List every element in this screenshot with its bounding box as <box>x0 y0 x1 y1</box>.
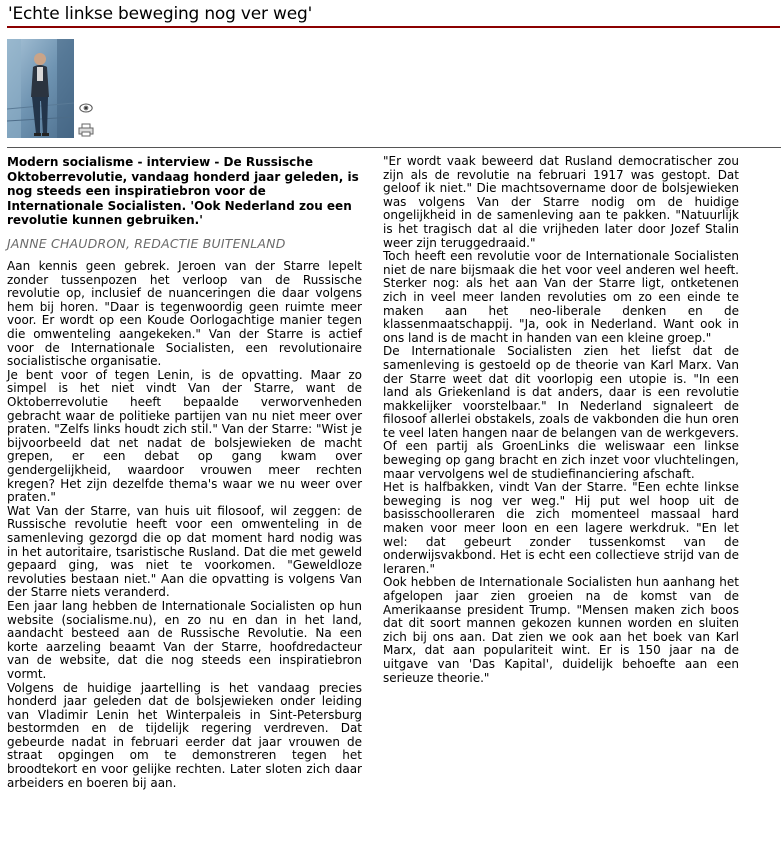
article-byline: JANNE CHAUDRON, REDACTIE BUITENLAND <box>7 235 286 251</box>
body-paragraph: Wat Van der Starre, van huis uit filosoof, wil zeggen: de Russische revolutie heeft voor een omwenteling in de samenleving gezorgd die op dat moment hard nodig was in het autoritaire, tsaristische Rusland. Dat die met geweld gepaard ging, was niet te voorkomen. "Geweldloze revoluties bestaan niet." Aan die opvatting is volgens Van der Starre niets veranderd. <box>7 503 362 600</box>
body-paragraph: Een jaar lang hebben de Internationale Socialisten op hun website (socialisme.nu), en zo nu en dan in het land, aandacht besteed aan de Russische Revolutie. Na een korte aarzeling beaamt Van der Starre, hoofdredacteur van de website, dat die nog steeds een inspiratiebron vormt. <box>7 598 362 681</box>
header-divider <box>7 147 781 148</box>
title-divider <box>7 26 780 28</box>
body-paragraph: "Er wordt vaak beweerd dat Rusland democratischer zou zijn als de revolutie na februari 1917 was gestopt. Dat geloof ik niet." Die machtsovername door de bolsjewieken was volgens Van der Starre nodig om de huidige ongelijkheid in de samenleving aan te pakken. "Natuurlijk is het tragisch dat al die vrijheden later door Jozef Stalin weer zijn teruggedraaid." <box>383 154 739 250</box>
body-paragraph: Toch heeft een revolutie voor de Internationale Socialisten niet de nare bijsmaak die het voor veel anderen wel heeft. Sterker nog: als het aan Van der Starre ligt, ontketenen zich in veel meer landen revoluties om zo een einde te maken aan het neo-liberale denken en de klassenmaatschappij. "Ja, ook in Nederland. Want ook in ons land is de macht in handen van een kleine groep." <box>383 249 739 345</box>
article-title: 'Echte linkse beweging nog ver weg' <box>8 4 313 24</box>
article-column-left <box>7 155 362 790</box>
body-paragraph: Volgens de huidige jaartelling is het vandaag precies honderd jaar geleden dat de bolsjewieken onder leiding van Vladimir Lenin het Winterpaleis in Sint-Petersburg bestormden en de tijdelijk regering verdreven. Dat gebeurde nadat in februari eerder dat jaar vrouwen de straat opgingen om te demonstreren tegen het broodtekort en voor gelijke rechten. Later sloten zich daar arbeiders en boeren bij aan. <box>7 680 362 790</box>
article-column-right <box>383 155 739 685</box>
body-paragraph: Het is halfbakken, vindt Van der Starre. "Een echte linkse beweging is nog ver weg." Hij put wel hoop uit de basisschoolleraren die zich momenteel massaal hard maken voor meer loon en een lagere werkdruk. "En let wel: dat gebeurt zonder tussenkomst van de onderwijsvakbond. Het is echt een collectieve strijd van de leraren." <box>383 480 739 576</box>
body-paragraph: De Internationale Socialisten zien het liefst dat de samenleving is gestoeld op de theorie van Karl Marx. Van der Starre weet dat dit voorlopig een utopie is. "In een land als Griekenland is dat anders, daar is een revolutie makkelijker voorstelbaar." In Nederland signaleert de filosoof allerlei obstakels, zoals de vakbonden die hun oren te veel laten hangen naar de belangen van de werkgevers. Of een partij als GroenLinks die weliswaar een linkse beweging op gang bracht en zich inzet voor vluchtelingen, maar vervolgens wel de studiefinanciering afschaft. <box>383 344 739 481</box>
body-paragraph: Aan kennis geen gebrek. Jeroen van der Starre lepelt zonder tussenpozen het verloop van de Russische revolutie op, inclusief de nuanceringen die daar volgens hem bij horen. "Daar is tegenwoordig geen ruimte meer voor. Er wordt op een Koude Oorlogachtige manier tegen die omwenteling aangekeken." Van der Starre is actief voor de Internationale Socialisten, een revolutionaire socialistische organisatie. <box>7 259 362 369</box>
eye-icon[interactable] <box>79 102 93 114</box>
body-paragraph: Ook hebben de Internationale Socialisten hun aanhang het afgelopen jaar zien groeien na de komst van de Amerikaanse president Trump. "Mensen maken zich boos dat dit soort mannen gekozen kunnen worden en sluiten zich bij ons aan. Dat zien we ook aan het boek van Karl Marx, dat aan populariteit wint. Er is 150 jaar na de uitgave van 'Das Kapital', duidelijk behoefte aan een serieuze theorie." <box>383 575 739 685</box>
printer-icon[interactable] <box>78 123 94 137</box>
article-photo[interactable] <box>7 39 74 138</box>
body-paragraph: Je bent voor of tegen Lenin, is de opvatting. Maar zo simpel is het niet vindt Van der Starre, want de Oktoberrevolutie heeft bepaalde verworvenheden gebracht waar de politieke partijen van nu niet meer over praten. "Zelfs links houdt zich stil." Van der Starre: "Wist je bijvoorbeeld dat net nadat de bolsjewieken de macht grepen, er een debat op gang kwam over gendergelijkheid, waardoor vrouwen meer rechten kregen? Het zijn dezelfde thema's waar we nu weer over praten." <box>7 367 362 505</box>
article-lead: Modern socialisme - interview - De Russische Oktoberrevolutie, vandaag honderd jaar geleden, is nog steeds een inspiratiebron voor de Internationale Socialisten. 'Ook Nederland zou een revolutie kunnen gebruiken.' <box>7 155 359 227</box>
photo-image <box>7 39 74 138</box>
